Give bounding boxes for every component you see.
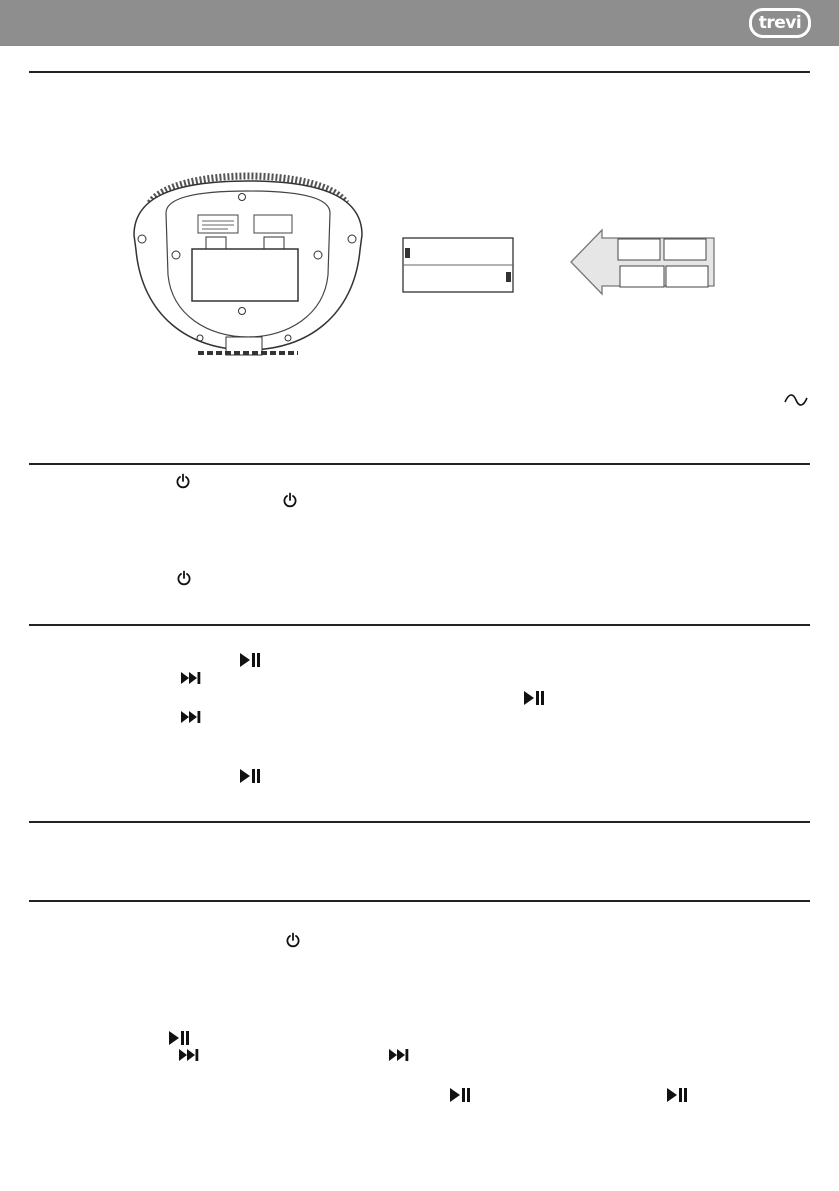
next-track-icon — [388, 1048, 410, 1062]
battery-insert-figure — [568, 224, 718, 300]
play-pause-icon — [523, 690, 545, 706]
next-track-icon — [180, 710, 202, 724]
power-icon — [282, 492, 298, 508]
section-divider — [29, 624, 810, 626]
next-track-icon — [178, 1048, 200, 1062]
next-track-icon — [180, 671, 202, 685]
trevi-logo — [749, 8, 811, 38]
play-pause-icon — [449, 1087, 471, 1103]
logo-text: trevi — [758, 12, 802, 33]
play-pause-icon — [239, 652, 261, 668]
play-pause-icon — [666, 1087, 688, 1103]
section-divider — [29, 463, 810, 465]
play-pause-icon — [168, 1030, 190, 1046]
power-icon — [176, 570, 192, 586]
device-rear-figure — [128, 155, 368, 370]
section-divider — [29, 71, 810, 73]
play-pause-icon — [239, 768, 261, 784]
section-divider — [29, 821, 810, 823]
power-icon — [285, 932, 301, 948]
section-divider — [29, 900, 810, 902]
header-bar — [0, 0, 839, 46]
ac-sine-icon — [783, 391, 809, 409]
battery-cover-figure — [400, 236, 516, 296]
power-icon — [175, 473, 191, 489]
